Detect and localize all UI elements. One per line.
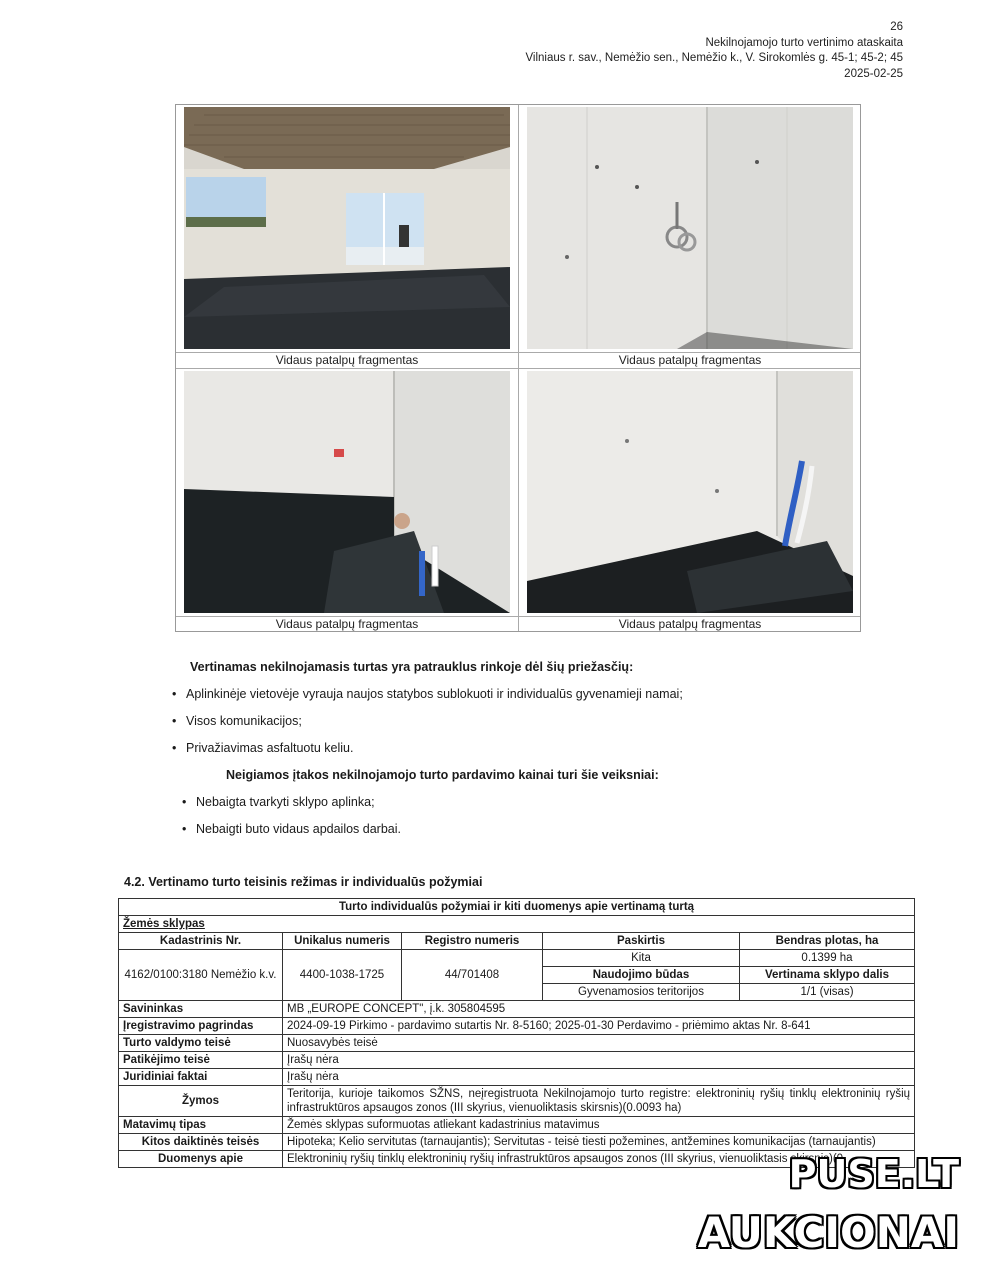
positive-item: • Aplinkinėje vietovėje vyrauja naujos statybos sublokuoti ir individualūs gyvenamieji namai; bbox=[172, 687, 683, 701]
photo-caption: Vidaus patalpų fragmentas bbox=[618, 617, 762, 631]
value-registro: 44/701408 bbox=[402, 950, 543, 1001]
interior-photo bbox=[527, 107, 853, 349]
photo-caption: Vidaus patalpų fragmentas bbox=[618, 353, 762, 367]
table-row bbox=[119, 1086, 915, 1117]
interior-photo bbox=[184, 371, 510, 613]
col-paskirtis: Paskirtis bbox=[543, 933, 740, 950]
photo-cell bbox=[519, 369, 861, 632]
value-kadastrinis: 4162/0100:3180 Nemėžio k.v. bbox=[119, 950, 283, 1001]
negative-heading: Neigiamos įtakos nekilnojamojo turto pardavimo kainai turi šie veiksniai: bbox=[226, 768, 659, 782]
row-value: MB „EUROPE CONCEPT", į.k. 305804595 bbox=[283, 1001, 915, 1018]
row-value: Įrašų nėra bbox=[283, 1052, 915, 1069]
negative-item: • Nebaigta tvarkyti sklypo aplinka; bbox=[172, 795, 375, 809]
row-value: Hipoteka; Kelio servitutas (tarnaujantis); Servitutas - teisė tiesti požemines, antžemines komunikacijas (tarnaujantis) bbox=[283, 1134, 915, 1151]
row-label: Kitos daiktinės teisės bbox=[119, 1134, 283, 1151]
page-number: 26 bbox=[890, 21, 903, 33]
photo-caption: Vidaus patalpų fragmentas bbox=[275, 353, 419, 367]
table-row bbox=[119, 1117, 915, 1134]
row-value: Elektroninių ryšių tinklų elektroninių ryšių infrastruktūros apsaugos zonos (III skyrius, vienuoliktasis skirsnis)(0 bbox=[283, 1151, 915, 1168]
value-plotas: 0.1399 ha bbox=[740, 950, 915, 967]
col-registro: Registro numeris bbox=[402, 933, 543, 950]
property-address: Vilniaus r. sav., Nemėžio sen., Nemėžio k., V. Sirokomlės g. 45-1; 45-2; 45 bbox=[525, 52, 903, 64]
col-plotas: Bendras plotas, ha bbox=[740, 933, 915, 950]
watermark-line2: AUKCIONAI bbox=[697, 1208, 959, 1257]
page-header bbox=[525, 20, 903, 82]
table-row bbox=[119, 1052, 915, 1069]
col-naudojimo: Naudojimo būdas bbox=[543, 967, 740, 984]
table-row bbox=[119, 1018, 915, 1035]
row-label: Žymos bbox=[119, 1086, 283, 1117]
photo-grid bbox=[175, 104, 861, 632]
row-value: Teritorija, kurioje taikomos SŽNS, neįregistruota Nekilnojamojo turto registre: elektroninių ryšių tinklų elektroninių ryšių infrastruktūros apsaugos zonos (III skyrius, vienuoliktasis skirsnis)(0.0093 ha) bbox=[283, 1086, 915, 1117]
row-label: Patikėjimo teisė bbox=[119, 1052, 283, 1069]
value-dalis: 1/1 (visas) bbox=[740, 984, 915, 1001]
row-value: Įrašų nėra bbox=[283, 1069, 915, 1086]
row-label: Turto valdymo teisė bbox=[119, 1035, 283, 1052]
row-label: Juridiniai faktai bbox=[119, 1069, 283, 1086]
table-row bbox=[119, 1134, 915, 1151]
positive-heading: Vertinamas nekilnojamasis turtas yra patrauklus rinkoje dėl šių priežasčių: bbox=[190, 660, 634, 674]
property-details-table bbox=[118, 898, 915, 1168]
positive-item: • Privažiavimas asfaltuotu keliu. bbox=[172, 741, 353, 755]
photo-caption: Vidaus patalpų fragmentas bbox=[275, 617, 419, 631]
row-value: Žemės sklypas suformuotas atliekant kadastrinius matavimus bbox=[283, 1117, 915, 1134]
row-value: Nuosavybės teisė bbox=[283, 1035, 915, 1052]
row-label: Duomenys apie bbox=[119, 1151, 283, 1168]
row-label: Savininkas bbox=[119, 1001, 283, 1018]
value-naudojimo: Gyvenamosios teritorijos bbox=[543, 984, 740, 1001]
row-value: 2024-09-19 Pirkimo - pardavimo sutartis Nr. 8-5160; 2025-01-30 Perdavimo - priėmimo aktas Nr. 8-641 bbox=[283, 1018, 915, 1035]
table-row bbox=[119, 1001, 915, 1018]
row-label: Matavimų tipas bbox=[119, 1117, 283, 1134]
interior-photo bbox=[527, 371, 853, 613]
watermark-line1: PUSE.LT bbox=[788, 1152, 959, 1196]
table-group: Žemės sklypas bbox=[119, 916, 915, 933]
value-unikalus: 4400-1038-1725 bbox=[283, 950, 402, 1001]
report-date: 2025-02-25 bbox=[844, 67, 903, 80]
report-title: Nekilnojamojo turto vertinimo ataskaita bbox=[705, 36, 903, 49]
col-dalis: Vertinama sklypo dalis bbox=[740, 967, 915, 984]
photo-cell bbox=[176, 105, 518, 368]
col-unikalus: Unikalus numeris bbox=[283, 933, 402, 950]
row-label: Įregistravimo pagrindas bbox=[119, 1018, 283, 1035]
negative-item: • Nebaigti buto vidaus apdailos darbai. bbox=[172, 822, 401, 836]
table-row bbox=[119, 1069, 915, 1086]
table-row bbox=[119, 1035, 915, 1052]
positive-item: • Visos komunikacijos; bbox=[172, 714, 302, 728]
photo-cell bbox=[176, 369, 518, 632]
photo-cell bbox=[519, 105, 861, 368]
value-paskirtis: Kita bbox=[543, 950, 740, 967]
interior-photo bbox=[184, 107, 510, 349]
col-kadastrinis: Kadastrinis Nr. bbox=[119, 933, 283, 950]
section-title: 4.2. Vertinamo turto teisinis režimas ir individualūs požymiai bbox=[124, 875, 483, 889]
table-title: Turto individualūs požymiai ir kiti duomenys apie vertinamą turtą bbox=[119, 899, 915, 916]
